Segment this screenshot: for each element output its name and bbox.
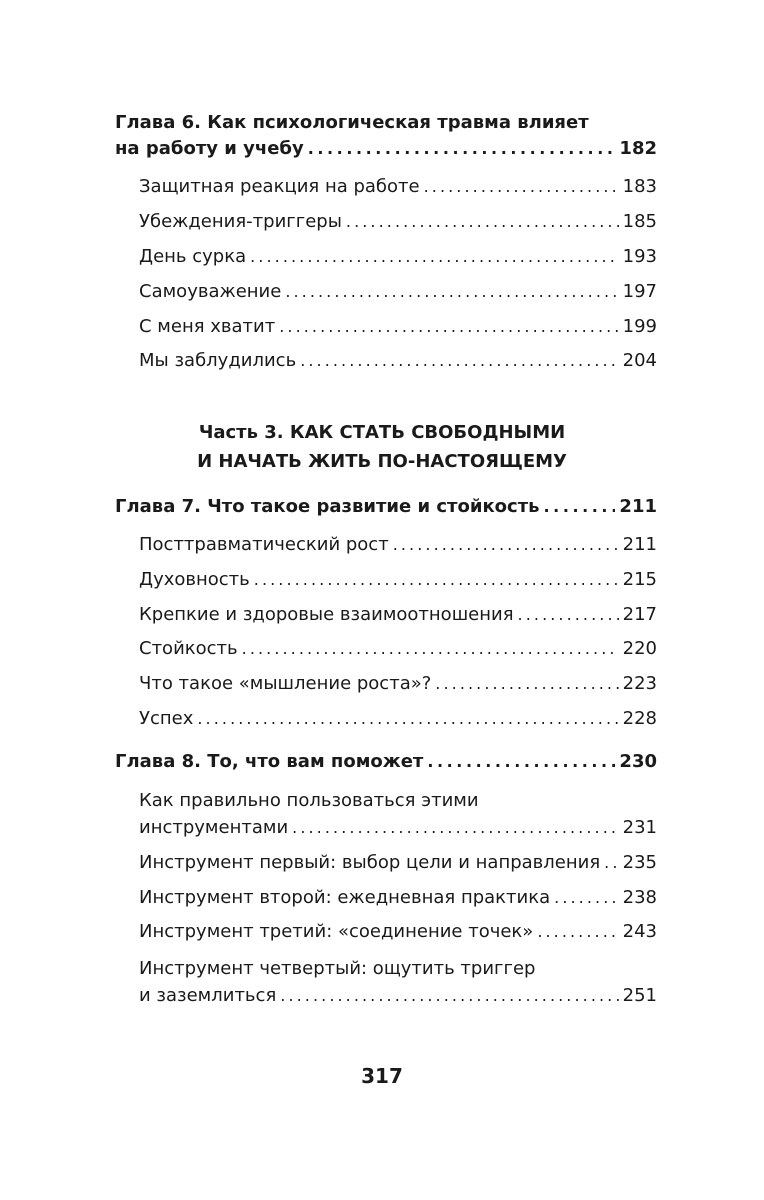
entry-title: День сурка	[139, 246, 247, 267]
toc-entry[interactable]	[139, 316, 657, 338]
toc-entry[interactable]	[139, 852, 657, 874]
entry-title: и заземлиться	[139, 985, 277, 1006]
entry-page: 251	[622, 985, 657, 1006]
chapter-7-page: 211	[619, 496, 657, 517]
chapter-7-title: Глава 7. Что такое развитие и стойкость	[115, 496, 540, 517]
entry-title: Инструмент первый: выбор цели и направления	[139, 852, 601, 873]
entry-page: 220	[622, 638, 657, 659]
dot-leader	[254, 569, 619, 591]
entry-page: 217	[622, 604, 657, 625]
entry-title: Инструмент третий: «соединение точек»	[139, 921, 534, 942]
entry-page: 223	[622, 673, 657, 694]
toc-entry[interactable]	[139, 176, 657, 198]
chapter-7-entry[interactable]	[115, 496, 657, 518]
chapter-8-entry[interactable]	[115, 751, 657, 773]
entry-page: 185	[622, 211, 657, 232]
entry-title: Самоуважение	[139, 281, 282, 302]
toc-entry[interactable]	[139, 246, 657, 268]
entry-title: Стойкость	[139, 638, 238, 659]
dot-leader	[604, 852, 618, 874]
entry-title: Крепкие и здоровые взаимоотношения	[139, 604, 514, 625]
toc-entry[interactable]	[139, 817, 657, 839]
chapter-6-entry[interactable]	[115, 138, 657, 160]
dot-leader	[197, 708, 618, 730]
dot-leader	[554, 887, 618, 909]
entry-page: 243	[622, 921, 657, 942]
dot-leader	[346, 211, 619, 233]
entry-page: 228	[622, 708, 657, 729]
entry-title-line1: Как правильно пользоваться этими	[139, 790, 479, 811]
dot-leader	[308, 138, 616, 160]
dot-leader	[518, 604, 619, 626]
entry-title-line1: Инструмент четвертый: ощутить триггер	[139, 958, 536, 979]
chapter-8-title: Глава 8. То, что вам поможет	[115, 751, 424, 772]
entry-page: 215	[622, 569, 657, 590]
toc-entry[interactable]	[139, 638, 657, 660]
dot-leader	[280, 985, 618, 1007]
toc-entry[interactable]	[139, 350, 657, 372]
toc-entry[interactable]	[139, 985, 657, 1007]
entry-page: 231	[622, 817, 657, 838]
entry-title: Защитная реакция на работе	[139, 176, 420, 197]
entry-page: 199	[622, 316, 657, 337]
dot-leader	[279, 316, 618, 338]
entry-title: Что такое «мышление роста»?	[139, 673, 432, 694]
toc-entry[interactable]	[139, 211, 657, 233]
entry-title: Посттравматический рост	[139, 534, 389, 555]
chapter-6-title-line2: на работу и учебу	[115, 138, 304, 159]
entry-title: Духовность	[139, 569, 250, 590]
dot-leader	[292, 817, 618, 839]
dot-leader	[424, 176, 619, 198]
entry-title: Мы заблудились	[139, 350, 297, 371]
toc-entry[interactable]	[139, 708, 657, 730]
dot-leader	[427, 751, 615, 773]
entry-title: Инструмент второй: ежедневная практика	[139, 887, 551, 908]
entry-page: 211	[622, 534, 657, 555]
chapter-6-title-line1: Глава 6. Как психологическая травма влияет	[115, 112, 589, 133]
entry-page: 193	[622, 246, 657, 267]
toc-entry[interactable]	[139, 281, 657, 303]
toc-entry[interactable]	[139, 569, 657, 591]
dot-leader	[300, 350, 618, 372]
part-3-heading-line1: Часть 3. КАК СТАТЬ СВОБОДНЫМИ	[198, 422, 566, 443]
dot-leader	[250, 246, 619, 268]
dot-leader	[544, 496, 616, 518]
entry-page: 183	[622, 176, 657, 197]
page-number: 317	[361, 1064, 403, 1088]
part-3-heading-line2: И НАЧАТЬ ЖИТЬ ПО-НАСТОЯЩЕМУ	[197, 451, 567, 472]
chapter-8-page: 230	[619, 751, 657, 772]
toc-entry[interactable]	[139, 673, 657, 695]
toc-entry[interactable]	[139, 887, 657, 909]
dot-leader	[242, 638, 619, 660]
dot-leader	[435, 673, 618, 695]
entry-page: 204	[622, 350, 657, 371]
chapter-6-page: 182	[619, 138, 657, 159]
entry-page: 238	[622, 887, 657, 908]
dot-leader	[393, 534, 619, 556]
dot-leader	[285, 281, 618, 303]
dot-leader	[537, 921, 618, 943]
entry-title: С меня хватит	[139, 316, 276, 337]
toc-entry[interactable]	[139, 604, 657, 626]
entry-page: 197	[622, 281, 657, 302]
entry-title: Успех	[139, 708, 194, 729]
entry-page: 235	[622, 852, 657, 873]
entry-title: Убеждения-триггеры	[139, 211, 342, 232]
toc-entry[interactable]	[139, 534, 657, 556]
toc-entry[interactable]	[139, 921, 657, 943]
entry-title: инструментами	[139, 817, 289, 838]
